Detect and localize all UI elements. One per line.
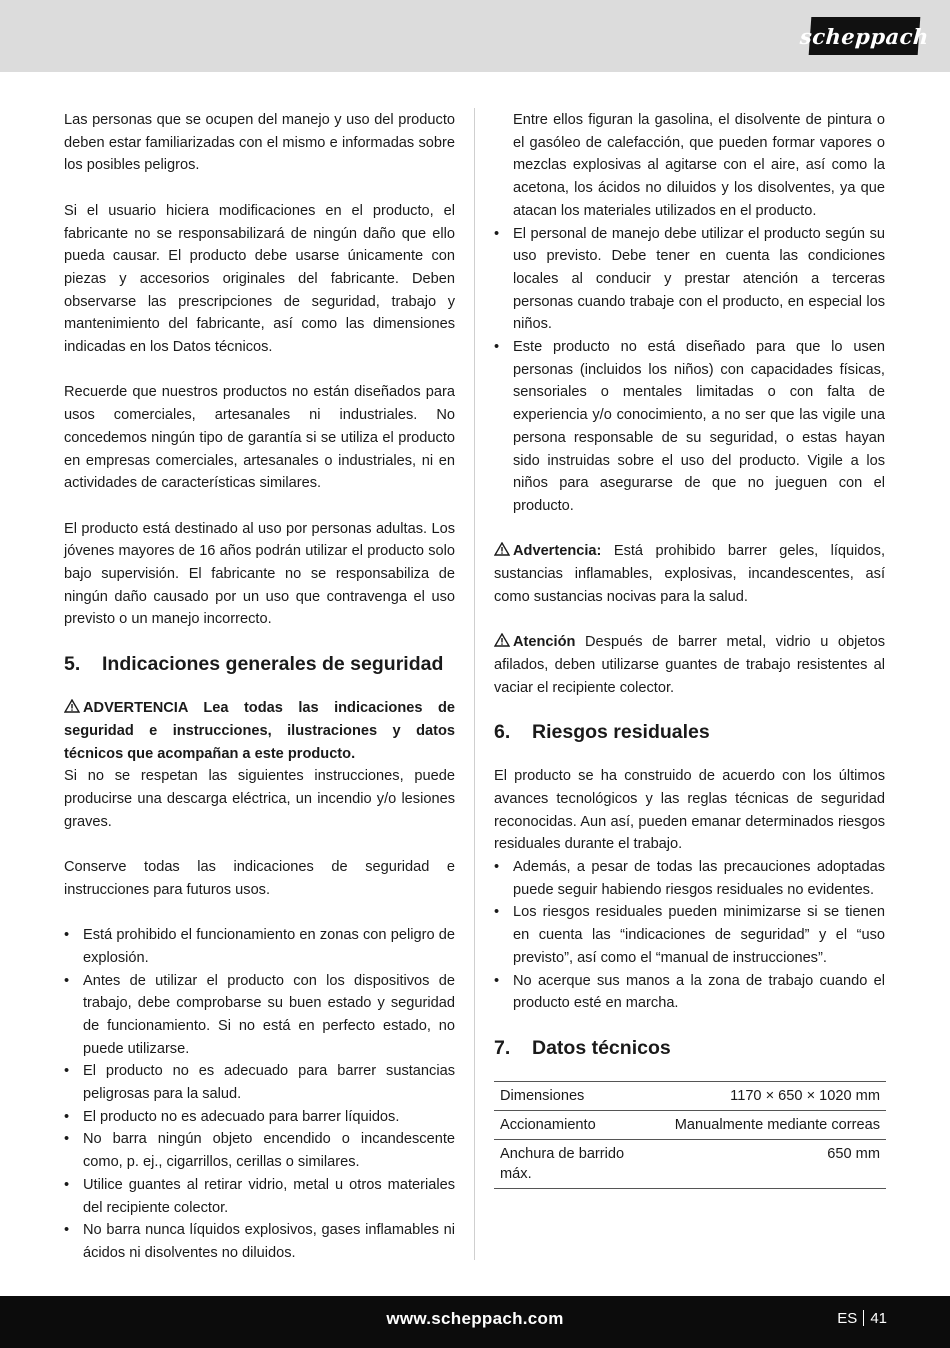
list-item: • El personal de manejo debe utilizar el producto según su uso previsto. Debe tener en cuenta las condiciones locales al conducir y prestar atención a terceras personas cuando trabaje con el producto, en especial los niños. [494, 223, 885, 337]
right-column [494, 109, 885, 1189]
atencion-text: Después de barrer metal, vidrio u objetos afilados, deben utilizarse guantes de trabajo resistentes al vaciar el recipiente colector. [494, 634, 885, 696]
warning-triangle-icon [494, 542, 510, 556]
residual-risks-paragraph: El producto se ha construido de acuerdo con los últimos avances tecnológicos y las reglas técnicas de seguridad reconocidas. Aun así, pueden emanar determinados riesgos residuales durante el trabajo. [494, 768, 885, 853]
spec-value: 1170 × 650 × 1020 mm [656, 1081, 886, 1110]
list-item: • El producto no es adecuado para barrer sustancias peligrosas para la salud. [64, 1060, 455, 1105]
list-item: • No barra nunca líquidos explosivos, gases inflamables ni ácidos ni disolventes no diluidos. [64, 1219, 455, 1264]
section-number: 5. [64, 653, 81, 676]
list-item: • Además, a pesar de todas las precauciones adoptadas puede seguir habiendo riesgos residuales no evidentes. [494, 856, 885, 901]
intro-paragraph: Las personas que se ocupen del manejo y uso del producto deben estar familiarizadas con el mismo e informadas sobre los posibles peligros. [64, 112, 455, 174]
spec-label: Dimensiones [494, 1081, 656, 1110]
section-number: 7. [494, 1036, 511, 1059]
section-title: Riesgos residuales [532, 721, 710, 744]
spec-label: Accionamiento [494, 1110, 656, 1139]
warning-block [64, 697, 455, 765]
list-item: • Está prohibido el funcionamiento en zonas con peligro de explosión. [64, 924, 455, 969]
warning-bold-text: ADVERTENCIA Lea todas las indicaciones de seguridad e instrucciones, ilustraciones y datos técnicos que acompañan a este producto. [64, 700, 455, 762]
section-6-heading [494, 720, 885, 744]
spec-label: Anchura de barrido máx. [494, 1139, 656, 1188]
section-7-heading [494, 1036, 885, 1060]
section-number: 6. [494, 721, 511, 744]
list-item: • Antes de utilizar el producto con los dispositivos de trabajo, debe comprobarse su buen estado y seguridad de funcionamiento. Si no está en perfecto estado, no puede utilizarse. [64, 970, 455, 1061]
spec-value: 650 mm [656, 1139, 886, 1188]
operator-bullet-list [494, 223, 885, 518]
residual-risks-list [494, 856, 885, 1015]
table-row [494, 1081, 886, 1110]
page-number [837, 1310, 887, 1327]
technical-data-table [494, 1081, 886, 1189]
advertencia-text: Está prohibido barrer geles, líquidos, sustancias inflamables, explosivas, incandescentes, así como sustancias nocivas para la salud. [494, 543, 885, 605]
website-link[interactable]: www.scheppach.com [386, 1309, 564, 1328]
keep-instructions-paragraph: Conserve todas las indicaciones de seguridad e instrucciones para futuros usos. [64, 859, 455, 898]
warning-triangle-icon [64, 699, 80, 713]
atencion-block [494, 631, 885, 699]
advertencia-block [494, 540, 885, 608]
list-item: • Los riesgos residuales pueden minimizarse si se tienen en cuenta las “indicaciones de seguridad” y el “uso previsto”, así como el “manual de instrucciones”. [494, 901, 885, 969]
spec-value: Manualmente mediante correas [656, 1110, 886, 1139]
list-item: • Este producto no está diseñado para que lo usen personas (incluidos los niños) con capacidades físicas, sensoriales o mentales limitadas o con falta de experiencia y/o conocimiento, a no ser que las vigile una persona responsable de su seguridad, o estas hayan sido instruidas sobre el uso del producto. Vigile a los niños para asegurarse de que no jueguen con el producto. [494, 336, 885, 518]
brand-logo: scheppach [809, 17, 921, 55]
left-column [64, 109, 455, 1265]
column-divider [474, 108, 475, 1260]
language-code: ES [837, 1310, 858, 1327]
table-row [494, 1139, 886, 1188]
modifications-paragraph: Si el usuario hiciera modificaciones en el producto, el fabricante no se responsabilizará de ningún daño que ello pueda causar. El producto debe usarse únicamente con piezas y accesorios originales del fabricante. Deben observarse las prescripciones de seguridad, trabajo y mantenimiento del fabricante, así como las dimensiones indicadas en los Datos técnicos. [64, 202, 455, 356]
atencion-label: Atención [513, 634, 576, 651]
section-title: Datos técnicos [532, 1036, 671, 1059]
list-item: • Utilice guantes al retirar vidrio, metal u otros materiales del recipiente colector. [64, 1174, 455, 1219]
warning-consequence-text: Si no se respetan las siguientes instrucciones, puede producirse una descarga eléctrica, un incendio y/o lesiones graves. [64, 768, 455, 830]
continued-bullet-text: Entre ellos figuran la gasolina, el disolvente de pintura o el gasóleo de calefacción, que pueden formar vapores o mezclas explosivas al agitarse con el aire, así como la acetona, los ácidos no diluidos y los disolventes, ya que atacan los materiales utilizados en el producto. [513, 112, 885, 219]
adult-use-paragraph: El producto está destinado al uso por personas adultas. Los jóvenes mayores de 16 años podrán utilizar el producto solo bajo supervisión. El fabricante no se responsabiliza de ningún daño causado por un uso que contravenga el uso previsto o un manejo incorrecto. [64, 520, 455, 628]
advertencia-label: Advertencia: [513, 543, 602, 560]
section-5-heading [64, 652, 455, 676]
section-title: Indicaciones generales de seguridad [102, 653, 444, 676]
safety-bullet-list [64, 924, 455, 1265]
table-row [494, 1110, 886, 1139]
commercial-use-paragraph: Recuerde que nuestros productos no están diseñados para usos comerciales, artesanales ni industriales. No concedemos ningún tipo de garantía si se utiliza el producto en empresas comerciales, artesanales o industriales, ni en actividades de características similares. [64, 384, 455, 492]
warning-triangle-icon [494, 633, 510, 647]
list-item: • No acerque sus manos a la zona de trabajo cuando el producto esté en marcha. [494, 970, 885, 1015]
page-number-value: 41 [870, 1310, 887, 1327]
list-item: • El producto no es adecuado para barrer líquidos. [64, 1106, 455, 1129]
list-item: • No barra ningún objeto encendido o incandescente como, p. ej., cigarrillos, cerillas o similares. [64, 1128, 455, 1173]
footer-bar [0, 1296, 950, 1348]
